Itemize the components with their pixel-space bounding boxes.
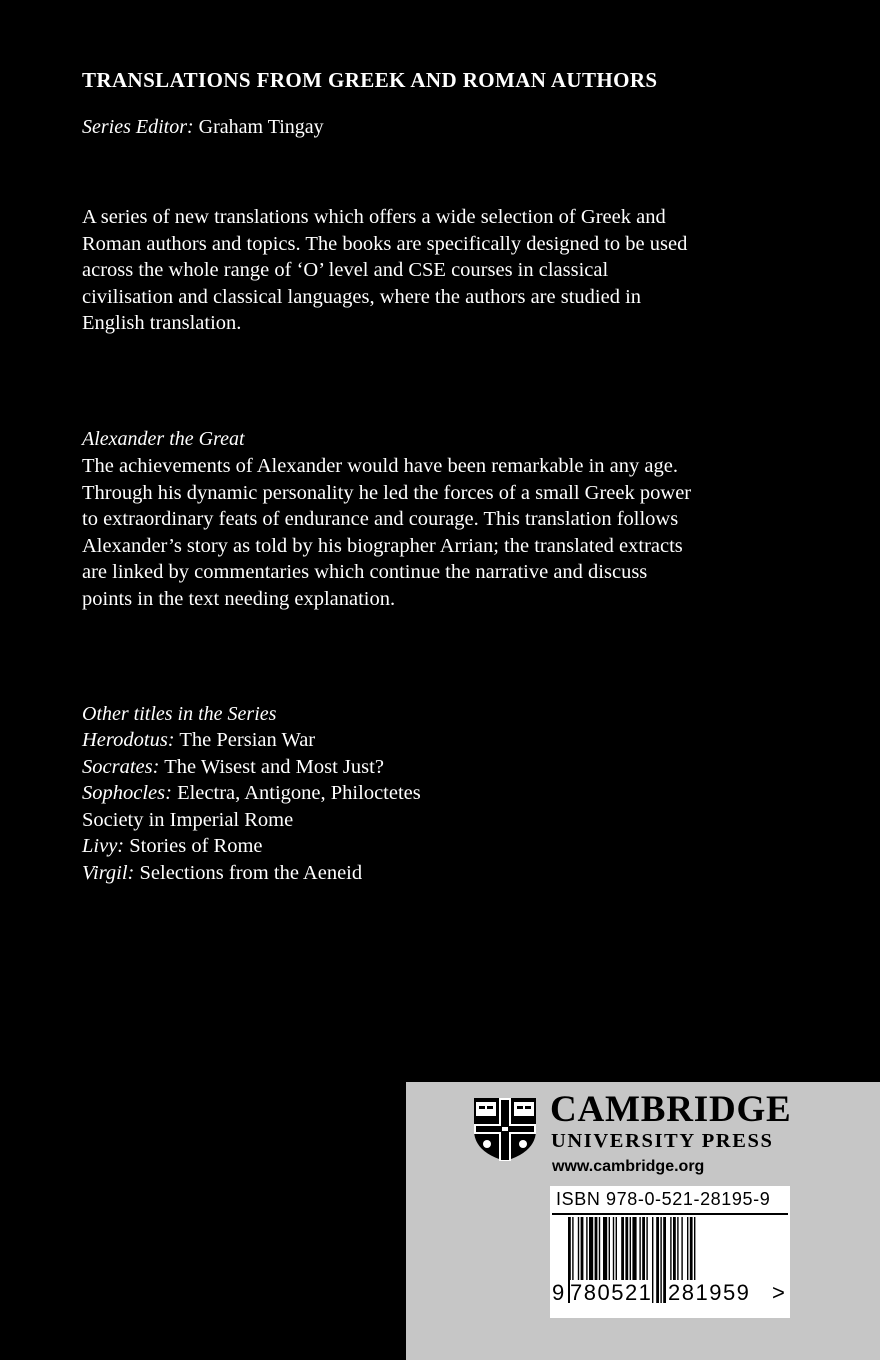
publisher-panel xyxy=(406,1082,880,1360)
title-name: The Wisest and Most Just? xyxy=(164,755,384,778)
editor-role: Series Editor: xyxy=(82,116,194,138)
list-item xyxy=(82,807,421,834)
title-name: The Persian War xyxy=(179,729,316,751)
title-author: Sophocles: xyxy=(82,782,172,805)
barcode-digit-lead: 9 xyxy=(552,1280,566,1305)
other-titles-heading: Other titles in the Series xyxy=(82,703,277,725)
book-description: The achievements of Alexander would have been remarkable in any age. Through his dynamic personality he led the forces of a small Greek power to extraordinary feats of endurance and courage. This translation follows Alexander’s story as told by his biographer Arrian; the translated extracts are linked by commentaries which continue the narrative and discuss points in the text needing explanation. xyxy=(82,455,692,610)
title-author: Socrates: xyxy=(82,755,160,778)
publisher-subname: UNIVERSITY PRESS xyxy=(551,1130,774,1152)
title-author: Livy: xyxy=(82,835,125,858)
title-name: Society in Imperial Rome xyxy=(82,808,294,831)
title-name: Electra, Antigone, Philoctetes xyxy=(177,782,421,805)
barcode xyxy=(550,1186,790,1318)
barcode-digits-group1: 780521 xyxy=(570,1280,653,1305)
barcode-digits-group2: 281959 xyxy=(668,1280,751,1305)
barcode-digit-end: > xyxy=(772,1280,787,1305)
title-name: Selections from the Aeneid xyxy=(139,861,363,884)
series-editor xyxy=(82,116,324,139)
series-title: TRANSLATIONS FROM GREEK AND ROMAN AUTHORS xyxy=(82,68,658,92)
list-item xyxy=(82,860,421,887)
cambridge-crest-icon xyxy=(470,1094,540,1164)
book-title: Alexander the Great xyxy=(82,428,245,450)
title-author: Herodotus: xyxy=(82,729,175,751)
title-name: Stories of Rome xyxy=(129,835,263,858)
list-item xyxy=(82,754,421,781)
list-item xyxy=(82,780,421,807)
list-item xyxy=(82,833,421,860)
other-titles-list xyxy=(82,727,421,887)
publisher-name: CAMBRIDGE xyxy=(550,1089,792,1130)
publisher-url: www.cambridge.org xyxy=(552,1158,705,1175)
title-author: Virgil: xyxy=(82,861,135,884)
series-intro: A series of new translations which offers a wide selection of Greek and Roman authors and topics. The books are specifically designed to be used across the whole range of ‘O’ level and CSE courses in classical civilisation and classical languages, where the authors are studied in English translation. xyxy=(82,206,688,335)
isbn-label: ISBN 978-0-521-28195-9 xyxy=(556,1189,771,1209)
list-item xyxy=(82,727,421,754)
isbn-rule xyxy=(552,1213,788,1215)
editor-name: Graham Tingay xyxy=(198,116,324,138)
